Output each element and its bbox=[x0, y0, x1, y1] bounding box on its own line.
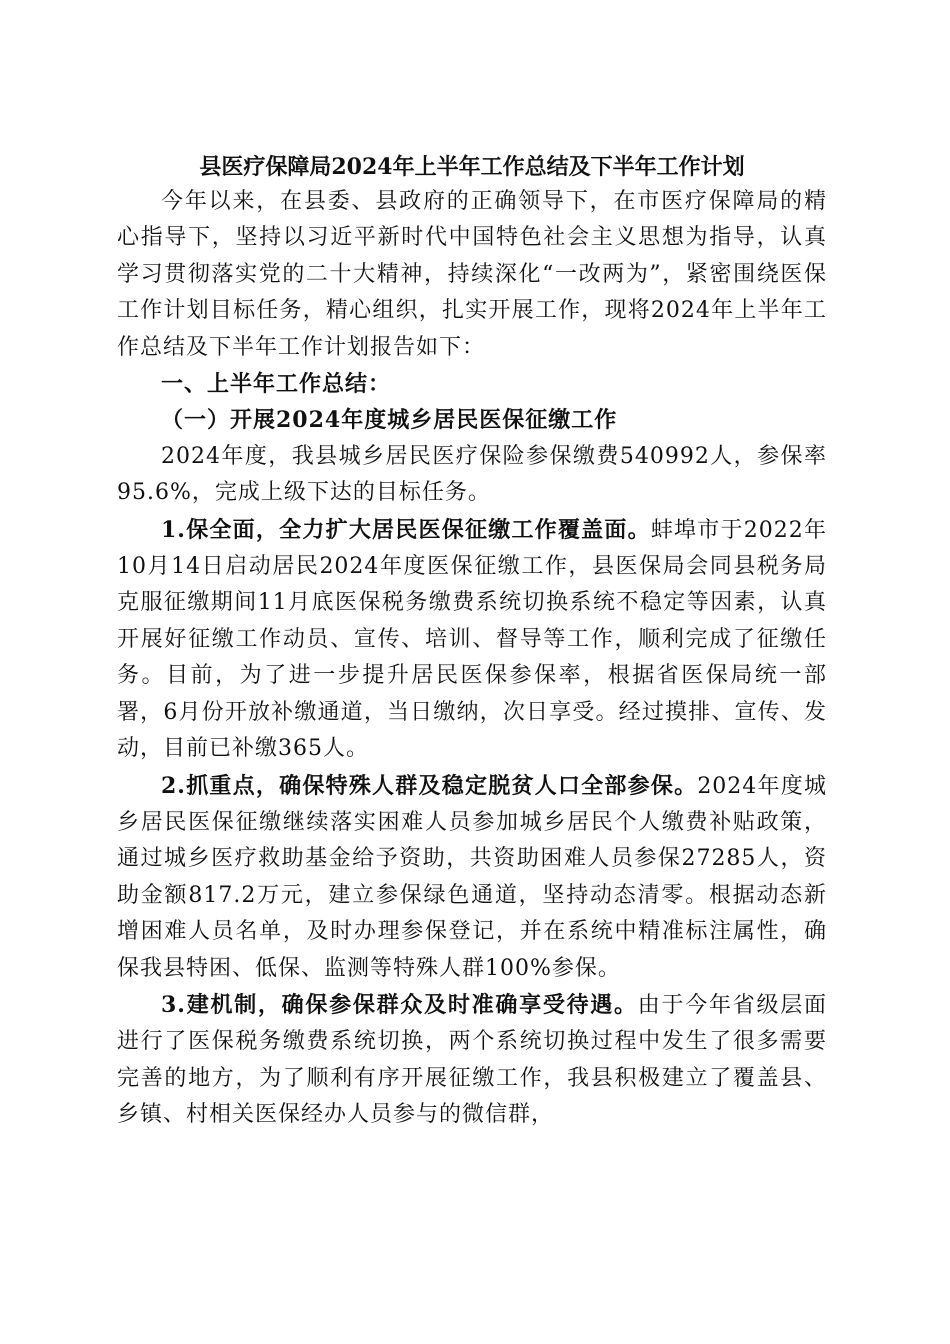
item-paragraph-2 bbox=[117, 768, 827, 987]
item-paragraph-3 bbox=[117, 987, 827, 1134]
subsection-heading: （一）开展2024年度城乡居民医保征缴工作 bbox=[161, 407, 618, 434]
item-text-1: 蚌埠市于2022年10月14日启动居民2024年度医保征缴工作，县医保局会同县税务局克服征缴期间11月底医保税务缴费系统切换系统不稳定等因素，认真开展好征缴工作动员、宣传、培训、督导等工作，顺利完成了征缴任务。目前，为了进一步提升居民医保参保率，根据省医保局统一部署，6月份开放补缴通道，当日缴纳，次日享受。经过摸排、宣传、发动，目前已补缴365人。 bbox=[117, 517, 827, 762]
item-text-2: 2024年度城乡居民医保征缴继续落实困难人员参加城乡居民个人缴费补贴政策，通过城乡医疗救助基金给予资助，共资助困难人员参保27285人，资助金额817.2万元，建立参保绿色通道，坚持动态清零。根据动态新增困难人员名单，及时办理参保登记，并在系统中精准标注属性，确保我县特困、低保、监测等特殊人群100%参保。 bbox=[117, 773, 827, 981]
item-paragraph-1 bbox=[117, 512, 827, 768]
subsection-paragraph: 2024年度，我县城乡居民医疗保险参保缴费540992人，参保率95.6%，完成上级下达的目标任务。 bbox=[117, 443, 827, 506]
section-heading: 一、上半年工作总结： bbox=[161, 371, 392, 398]
item-lead-2: 2.抓重点，确保特殊人群及稳定脱贫人口全部参保。 bbox=[161, 772, 698, 799]
document-page bbox=[117, 150, 827, 1134]
item-text-3: 由于今年省级层面进行了医保税务缴费系统切换，两个系统切换过程中发生了很多需要完善的地方，为了顺利有序开展征缴工作，我县积极建立了覆盖县、乡镇、村相关医保经办人员参与的微信群， bbox=[117, 992, 827, 1128]
item-lead-3: 3.建机制，确保参保群众及时准确享受待遇。 bbox=[161, 991, 638, 1018]
intro-paragraph: 今年以来，在县委、县政府的正确领导下，在市医疗保障局的精心指导下，坚持以习近平新时代中国特色社会主义思想为指导，认真学习贯彻落实党的二十大精神，持续深化“一改两为”，紧密围绕医保工作计划目标任务，精心组织，扎实开展工作，现将2024年上半年工作总结及下半年工作计划报告如下： bbox=[117, 189, 827, 360]
document-title: 县医疗保障局2024年上半年工作总结及下半年工作计划 bbox=[199, 154, 745, 180]
item-lead-1: 1.保全面，全力扩大居民医保征缴工作覆盖面。 bbox=[161, 516, 651, 543]
